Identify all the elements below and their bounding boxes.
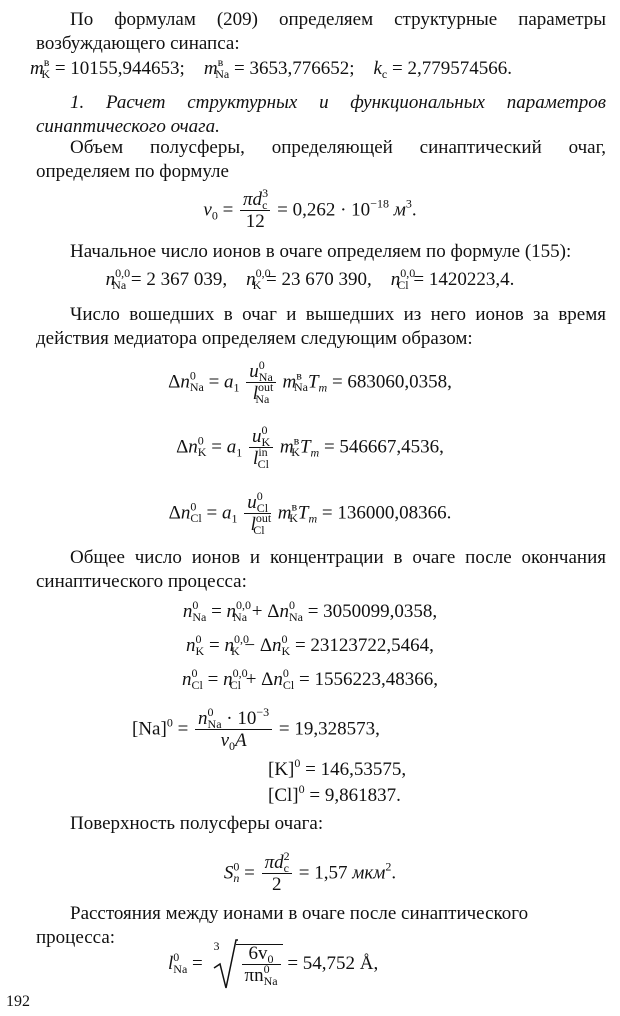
total-na: $n^0_{Na} = n^{0,0}_{Na} + \Delta n^0_{Na} = 3050099,0358$, (182, 598, 438, 624)
volume-equation: $v_0$ = $\frac{\pi d^3_c}{12}$ = $0,262 \cdot 10^{-18}$ $м^3$. (203, 186, 417, 232)
k-concentration: $[K]^0 = 146,53575$, (268, 756, 407, 780)
totals-paragraph: Общее число ионов и концентрации в очаге после окончания синаптического процесса: (36, 547, 606, 592)
volume-fraction: $\frac{\pi d^3_c}{12}$ (240, 191, 270, 231)
initial-k: $n^{0,0}_K = 23$ 670 390, (246, 266, 372, 292)
flow-equation-k: $\Delta n^0_K = a_1$ $\frac{u^0_K}{l^{in}_{Cl}}$ $m^в_KT_m = 546667,4536$, (176, 423, 444, 471)
na-concentration: $[Na]^0$ = $\frac{n^0_{Na} \cdot 10^{-3}}{v_0A}$ = 19,328573, (132, 705, 380, 753)
initial-na: $n^{0,0}_{Na} = 2$ 367 039, (105, 266, 228, 292)
cl-concentration: $[Cl]^0 = 9,861837$. (268, 782, 401, 806)
total-cl: $n^0_{Cl} = n^{0,0}_{Cl} + \Delta n^0_{Cl} = 1556223,48366$, (182, 666, 438, 692)
initial-ions-paragraph: Начальное число ионов в очаге определяем по формуле (155): (70, 241, 572, 262)
total-k: $n^0_K = n^{0,0}_K - \Delta n^0_K = 23123722,5464$, (186, 632, 434, 658)
flow-equation-na: $\Delta n^0_{Na} = a_1$ $\frac{u^0_{Na}}{l^{out}_{Na}}$ $m^в_{Na}T_m = 683060,0358$, (168, 358, 452, 406)
initial-cl: $n^{0,0}_{Cl} = 1420223,4$. (390, 266, 515, 292)
section-heading: 1. Расчет структурных и функциональных параметров синаптического очага. (36, 92, 606, 137)
distance-equation: $l^0_{Na}$ = 3 $\frac{6v_0}{\pi n^0_{Na}}$ = 54,752 Å, (168, 939, 379, 988)
flow-equation-cl: $\Delta n^0_{Cl} = a_1$ $\frac{u^0_{Cl}}{l^{out}_{Cl}}$ $m^в_KT_m = 136000,08366$. (168, 489, 452, 537)
distance-paragraph: Расстояния между ионами в очаге после синаптического процесса: (36, 903, 529, 948)
surface-paragraph: Поверхность полусферы очага: (70, 813, 324, 834)
page-number: 192 (6, 993, 30, 1010)
structural-params: $m^в_K = 10155,944653$; $m^в_{Na} = 3653,776652$; $k_c = 2,779574566$. (30, 55, 512, 81)
cube-root: 3 $\frac{6v_0}{\pi n^0_{Na}}$ (212, 944, 283, 985)
initial-ions-values (0, 268, 620, 292)
surface-equation: $S^0_n$ = $\frac{\pi d^2_c}{2}$ = 1,57 мкм$^2$. (223, 849, 397, 895)
intro-paragraph: По формулам (209) определяем структурные параметры возбуждающего синапса: (36, 9, 606, 54)
volume-paragraph: Объем полусферы, определяющей синаптический очаг, определяем по формуле (36, 137, 606, 182)
flow-paragraph: Число вошедших в очаг и вышедших из него ионов за время действия медиатора определяем следующим образом: (36, 304, 606, 349)
